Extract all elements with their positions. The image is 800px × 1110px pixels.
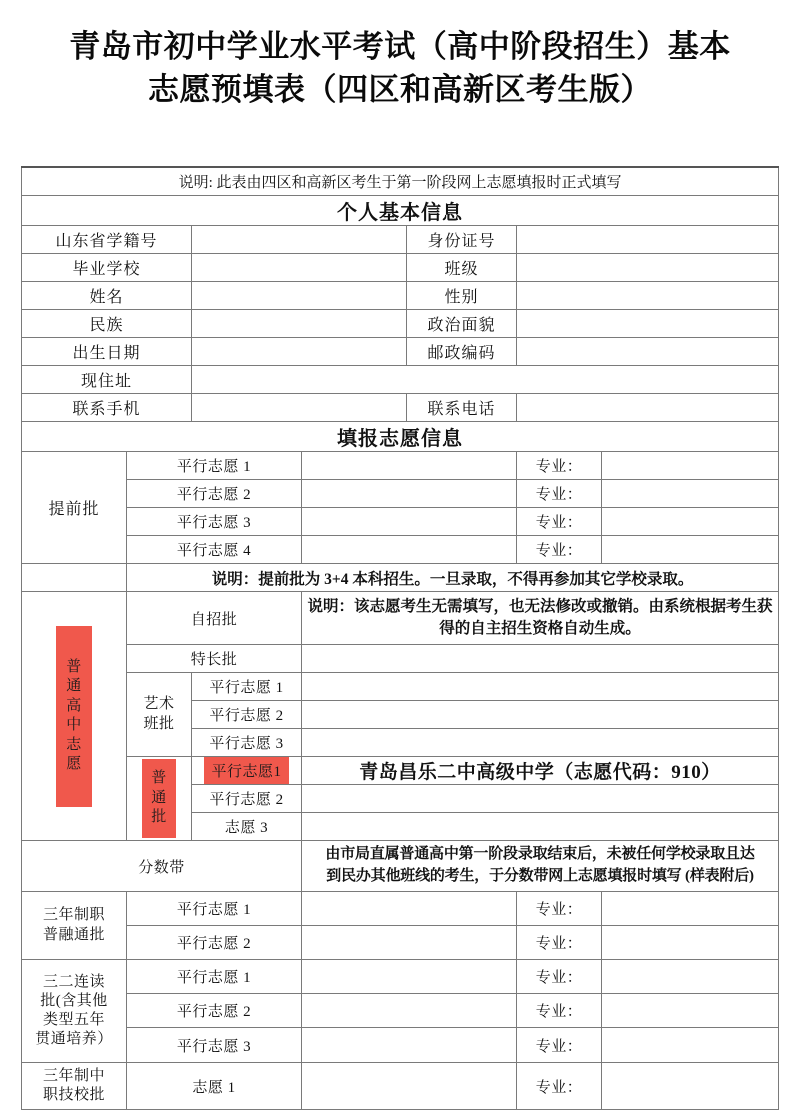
field-value-mobile[interactable] — [192, 394, 407, 422]
art-row-1-name: 平行志愿 1 — [192, 673, 302, 701]
art-row-3-school[interactable] — [302, 729, 779, 757]
table-row — [22, 841, 779, 892]
tyv-row-2-name: 平行志愿 2 — [127, 926, 302, 960]
art-class-label-stack — [127, 695, 191, 733]
secondary-vocational-label-stack — [22, 1067, 126, 1105]
table-row — [22, 282, 779, 310]
common-char-1: 通 — [151, 789, 167, 806]
batch-label-three-two-program — [22, 960, 127, 1063]
advance-row-4-major[interactable] — [602, 536, 779, 564]
sv-line-1: 职技校批 — [42, 1087, 105, 1103]
table-row — [22, 757, 779, 785]
field-label-mobile: 联系手机 — [22, 394, 192, 422]
form-table-wrapper — [21, 166, 778, 1110]
specialty-value[interactable] — [302, 645, 779, 673]
field-value-id-number[interactable] — [517, 226, 779, 254]
ttp-row-3-school[interactable] — [302, 1028, 517, 1063]
ttp-row-3-major-label: 专业： — [517, 1028, 602, 1063]
score-band-note — [302, 841, 779, 892]
common-char-0: 普 — [151, 770, 167, 787]
field-value-postal-code[interactable] — [517, 338, 779, 366]
field-label-birthdate: 出生日期 — [22, 338, 192, 366]
score-band-note-line-1: 由市局直属普通高中第一阶段录取结束后，未被任何学校录取且达 — [325, 846, 755, 863]
ttp-row-2-school[interactable] — [302, 994, 517, 1028]
field-value-political-status[interactable] — [517, 310, 779, 338]
ttp-line-0: 三二连读 — [42, 973, 105, 990]
field-label-name: 姓名 — [22, 282, 192, 310]
regular-high-school-highlight — [56, 626, 92, 807]
ttp-row-1-school[interactable] — [302, 960, 517, 994]
advance-row-2-school[interactable] — [302, 480, 517, 508]
field-label-student-id: 山东省学籍号 — [22, 226, 192, 254]
art-row-2-school[interactable] — [302, 701, 779, 729]
advance-row-1-major[interactable] — [602, 452, 779, 480]
three-year-vocational-label-stack — [22, 906, 126, 944]
ttp-line-2: 类型五年 — [42, 1012, 105, 1028]
ttp-row-3-name: 平行志愿 3 — [127, 1028, 302, 1063]
art-row-1-school[interactable] — [302, 673, 779, 701]
field-value-name[interactable] — [192, 282, 407, 310]
batch-label-advance: 提前批 — [22, 452, 127, 564]
batch-label-three-year-vocational — [22, 892, 127, 960]
table-row — [22, 592, 779, 645]
volunteer-section-title: 填报志愿信息 — [22, 422, 779, 452]
personal-info-section-title: 个人基本信息 — [22, 196, 779, 226]
advance-row-4-major-label: 专业： — [517, 536, 602, 564]
tyv-row-1-major-label: 专业： — [517, 892, 602, 926]
ttp-row-2-major[interactable] — [602, 994, 779, 1028]
advance-row-3-name: 平行志愿 3 — [127, 508, 302, 536]
advance-row-4-name: 平行志愿 4 — [127, 536, 302, 564]
ttp-line-1: 批(含其他 — [40, 992, 108, 1009]
field-value-ethnicity[interactable] — [192, 310, 407, 338]
top-note-cell: 说明: 此表由四区和高新区考生于第一阶段网上志愿填报时正式填写 — [22, 167, 779, 196]
score-band-note-line-2: 到民办其他班线的考生，于分数带网上志愿填报时填写 (样表附后) — [326, 868, 754, 884]
ttp-row-3-major[interactable] — [602, 1028, 779, 1063]
advance-row-1-school[interactable] — [302, 452, 517, 480]
sv-row-1-school[interactable] — [302, 1063, 517, 1110]
field-label-political-status: 政治面貌 — [407, 310, 517, 338]
rhs-char-5: 愿 — [66, 756, 82, 772]
common-row-2-name: 平行志愿 2 — [192, 785, 302, 813]
advance-row-3-major[interactable] — [602, 508, 779, 536]
field-label-class: 班级 — [407, 254, 517, 282]
table-row — [22, 338, 779, 366]
ttp-row-2-major-label: 专业： — [517, 994, 602, 1028]
field-label-graduating-school: 毕业学校 — [22, 254, 192, 282]
field-value-birthdate[interactable] — [192, 338, 407, 366]
field-label-gender: 性别 — [407, 282, 517, 310]
table-row — [22, 673, 779, 701]
table-row — [22, 960, 779, 994]
tyv-row-1-major[interactable] — [602, 892, 779, 926]
table-row — [22, 394, 779, 422]
batch-label-score-band: 分数带 — [22, 841, 302, 892]
batch-label-secondary-vocational — [22, 1063, 127, 1110]
table-row — [22, 310, 779, 338]
table-row — [22, 1063, 779, 1110]
field-label-id-number: 身份证号 — [407, 226, 517, 254]
field-value-class[interactable] — [517, 254, 779, 282]
advance-batch-note: 说明：提前批为 3+4 本科招生。一旦录取，不得再参加其它学校录取。 — [127, 564, 779, 592]
table-row — [22, 254, 779, 282]
field-value-address[interactable] — [192, 366, 779, 394]
self-recruit-note: 说明：该志愿考生无需填写，也无法修改或撤销。由系统根据考生获得的自主招生资格自动生成。 — [302, 592, 779, 645]
ttp-row-2-name: 平行志愿 2 — [127, 994, 302, 1028]
tyv-row-2-major[interactable] — [602, 926, 779, 960]
volunteer-form-table — [21, 166, 779, 1110]
table-row — [22, 480, 779, 508]
art-char-0: 艺术 — [143, 696, 175, 713]
ttp-row-1-major-label: 专业： — [517, 960, 602, 994]
sv-line-0: 三年制中 — [42, 1067, 105, 1084]
advance-row-4-school[interactable] — [302, 536, 517, 564]
common-batch-highlight — [142, 759, 176, 838]
top-note-row — [22, 167, 779, 196]
advance-batch-note-row — [22, 564, 779, 592]
batch-label-regular-high-school — [22, 592, 127, 841]
tyv-row-1-school[interactable] — [302, 892, 517, 926]
advance-row-1-major-label: 专业： — [517, 452, 602, 480]
page-title — [0, 0, 800, 112]
common-row-3-name: 志愿 3 — [192, 813, 302, 841]
table-row — [22, 926, 779, 960]
field-value-gender[interactable] — [517, 282, 779, 310]
advance-row-3-major-label: 专业： — [517, 508, 602, 536]
common-row-1-name: 平行志愿1 — [204, 757, 288, 784]
ttp-line-3: 贯通培养） — [35, 1031, 113, 1048]
common-row-1-school[interactable]: 青岛昌乐二中高级中学（志愿代码：910） — [302, 757, 779, 785]
table-row — [22, 366, 779, 394]
ttp-row-1-name: 平行志愿 1 — [127, 960, 302, 994]
sv-row-1-name: 志愿 1 — [127, 1063, 302, 1110]
common-row-2-school[interactable] — [302, 785, 779, 813]
field-label-telephone: 联系电话 — [407, 394, 517, 422]
table-row — [22, 1028, 779, 1063]
art-row-3-name: 平行志愿 3 — [192, 729, 302, 757]
title-line-2: 志愿预填表（四区和高新区考生版） — [148, 71, 652, 107]
common-char-2: 批 — [151, 809, 167, 826]
three-two-label-stack — [22, 973, 126, 1050]
field-label-ethnicity: 民族 — [22, 310, 192, 338]
rhs-char-2: 高 — [66, 697, 82, 714]
ttp-row-1-major[interactable] — [602, 960, 779, 994]
tyv-row-2-school[interactable] — [302, 926, 517, 960]
table-row — [22, 508, 779, 536]
field-label-address: 现住址 — [22, 366, 192, 394]
art-char-1: 班批 — [143, 715, 175, 732]
sv-row-1-major[interactable] — [602, 1063, 779, 1110]
common-row-3-school[interactable] — [302, 813, 779, 841]
field-value-student-id[interactable] — [192, 226, 407, 254]
tyv-row-1-name: 平行志愿 1 — [127, 892, 302, 926]
batch-label-art-class — [127, 673, 192, 757]
field-value-graduating-school[interactable] — [192, 254, 407, 282]
table-row — [22, 994, 779, 1028]
advance-row-2-name: 平行志愿 2 — [127, 480, 302, 508]
tyv-line-1: 普融通批 — [42, 926, 105, 943]
advance-row-2-major-label: 专业： — [517, 480, 602, 508]
volunteer-section-header-row — [22, 422, 779, 452]
title-line-1: 青岛市初中学业水平考试（高中阶段招生）基本 — [69, 29, 731, 64]
rhs-char-1: 通 — [66, 678, 82, 694]
batch-label-common — [127, 757, 192, 841]
table-row — [22, 536, 779, 564]
personal-info-header-row — [22, 196, 779, 226]
advance-row-1-name: 平行志愿 1 — [127, 452, 302, 480]
rhs-char-3: 中 — [66, 717, 82, 733]
tyv-line-0: 三年制职 — [42, 907, 105, 924]
table-row — [22, 452, 779, 480]
common-row-1-name-cell — [192, 757, 302, 785]
batch-label-self-recruit: 自招批 — [127, 592, 302, 645]
art-row-2-name: 平行志愿 2 — [192, 701, 302, 729]
rhs-char-0: 普 — [66, 658, 82, 675]
batch-label-specialty: 特长批 — [127, 645, 302, 673]
rhs-char-4: 志 — [66, 736, 82, 753]
tyv-row-2-major-label: 专业： — [517, 926, 602, 960]
table-row — [22, 645, 779, 673]
advance-row-3-school[interactable] — [302, 508, 517, 536]
sv-row-1-major-label: 专业： — [517, 1063, 602, 1110]
advance-note-spacer — [22, 564, 127, 592]
table-row — [22, 226, 779, 254]
field-label-postal-code: 邮政编码 — [407, 338, 517, 366]
table-row — [22, 892, 779, 926]
field-value-telephone[interactable] — [517, 394, 779, 422]
advance-row-2-major[interactable] — [602, 480, 779, 508]
